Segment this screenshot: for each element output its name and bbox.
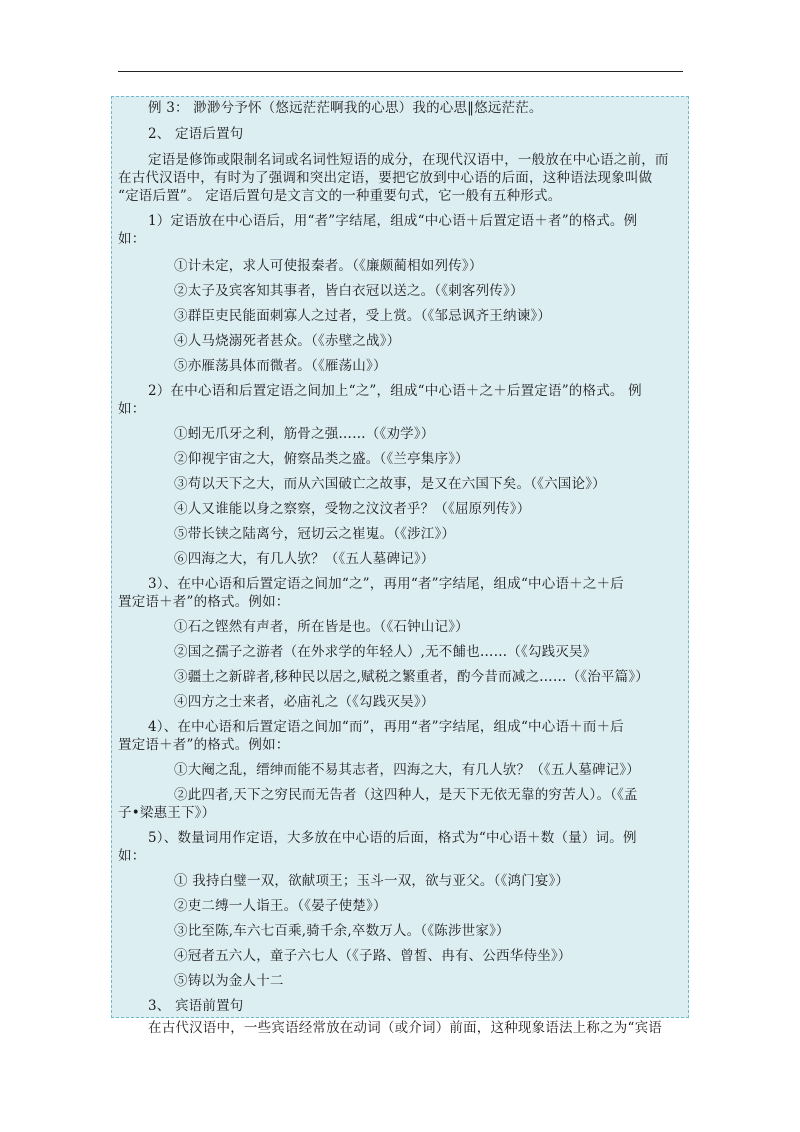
example-line: ③比至陈,车六七百乘,骑千余,卒数万人。（《陈涉世家》） — [174, 923, 510, 939]
example-line: ①石之铿然有声者，所在皆是也。（《石钟山记》） — [174, 619, 469, 635]
form-heading: 5）、数量词用作定语，大多放在中心语的后面，格式为“中心语＋数（量）词。例 — [148, 830, 637, 846]
form-heading: 置定语＋者”的格式。例如： — [118, 594, 290, 610]
example-line: ① 我持白璧一双，欲献项王；玉斗一双，欲与亚父。（《鸿门宴》） — [174, 873, 570, 889]
example-line: ④人又谁能以身之察察，受物之汶汶者乎？（《屈原列传》） — [174, 501, 531, 517]
example-line: ④人马烧溺死者甚众。（《赤壁之战》） — [174, 333, 401, 349]
example-line: ⑤铸以为金人十二 — [174, 973, 284, 989]
example-line: ⑤带长铗之陆离兮，冠切云之崔嵬。（《涉江》） — [174, 526, 456, 542]
paragraph-line: 在古代汉语中，一些宾语经常放在动词（或介词）前面，这种现象语法上称之为“宾语 — [148, 1020, 663, 1036]
example-line: ②仰视宇宙之大，俯察品类之盛。（《兰亭集序》） — [174, 451, 469, 467]
paragraph-line: 在古代汉语中，有时为了强调和突出定语，要把它放到中心语的后面，这种语法现象叫做 — [118, 170, 653, 186]
example-line: 子•梁惠王下》） — [118, 805, 216, 821]
example-line: ③苟以天下之大，而从六国破亡之故事，是又在六国下矣。（《六国论》） — [174, 476, 606, 492]
example-line: ④冠者五六人，童子六七人（《子路、曾皙、冉有、公西华侍坐》） — [174, 948, 572, 964]
paragraph-line: 定语是修饰或限制名词或名词性短语的成分，在现代汉语中，一般放在中心语之前，而 — [148, 152, 669, 168]
example-line: ⑥四海之大，有几人欤？（《五人墓碑记》） — [174, 551, 435, 567]
section-heading: 2、 定语后置句 — [148, 126, 244, 142]
form-heading: 2）在中心语和后置定语之间加上“之”，组成“中心语＋之＋后置定语”的格式。 例 — [148, 383, 642, 399]
section-heading: 3、 宾语前置句 — [148, 998, 244, 1014]
paragraph-line: “定语后置”。 定语后置句是文言文的一种重要句式，它一般有五种形式。 — [118, 188, 562, 204]
header-rule — [118, 71, 683, 72]
example-line: ②太子及宾客知其事者，皆白衣冠以送之。（《刺客列传》） — [174, 283, 524, 299]
example-line: ③疆土之新辟者,移种民以居之,赋税之繁重者，酌今昔而减之……（《治平篇》） — [174, 669, 649, 685]
example-line: ②此四者,天下之穷民而无告者（这四种人，是天下无依无靠的穷苦人）。（《孟 — [174, 787, 638, 803]
form-heading: 3）、在中心语和后置定语之间加“之”，再用“者”字结尾，组成“中心语＋之＋后 — [148, 576, 624, 592]
example-line: ③群臣吏民能面刺寡人之过者，受上赏。（《邹忌讽齐王纳谏》） — [174, 308, 552, 324]
form-heading: 如： — [118, 401, 146, 417]
form-heading: 4）、在中心语和后置定语之间加“而”，再用“者”字结尾，组成“中心语＋而＋后 — [148, 719, 624, 735]
form-heading: 置定语＋者”的格式。例如： — [118, 737, 290, 753]
example-line: ②国之孺子之游者（在外求学的年轻人）,无不餔也……（《勾践灭吴》 — [174, 644, 597, 660]
example-line: ①计未定，求人可使报秦者。（《廉颇蔺相如列传》） — [174, 258, 483, 274]
example-line: ⑤亦雁荡具体而微者。（《雁荡山》） — [174, 358, 387, 374]
example-line: ②吏二缚一人诣王。（《晏子使楚》） — [174, 898, 387, 914]
example-line: ①大阉之乱，缙绅而能不易其志者，四海之大，有几人欤？（《五人墓碑记》） — [174, 762, 640, 778]
example-line: ④四方之士来者，必庙礼之（《勾践灭吴》） — [174, 694, 435, 710]
form-heading: 如： — [118, 848, 146, 864]
form-heading: 1）定语放在中心语后，用“者”字结尾，组成“中心语＋后置定语＋者”的格式。例 — [148, 213, 638, 229]
example-line: 例 3： 渺渺兮予怀（悠远茫茫啊我的心思）我的心思‖悠远茫茫。 — [148, 100, 543, 116]
example-line: ①蚓无爪牙之利，筋骨之强……（《劝学》） — [174, 426, 435, 442]
content-box — [111, 96, 689, 1036]
form-heading: 如： — [118, 231, 146, 247]
